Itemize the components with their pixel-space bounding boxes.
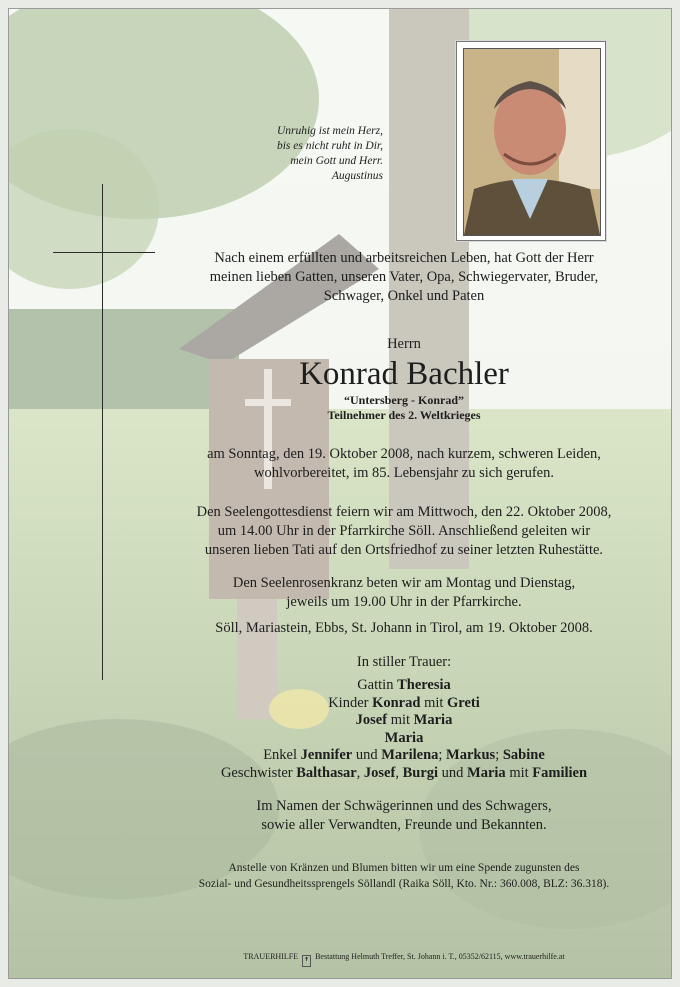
portrait-photo (463, 48, 601, 236)
funeral-mass-line: um 14.00 Uhr in der Pfarrkirche Söll. Anschließend geleiten wir (217, 523, 591, 539)
veteran-note: Teilnehmer des 2. Weltkrieges (327, 408, 481, 422)
quote-line: mein Gott und Herr. (290, 155, 383, 167)
relatives-line: Im Namen der Schwägerinnen und des Schwagers, (256, 798, 552, 814)
mourners-list (149, 677, 659, 782)
bible-quote (229, 124, 383, 184)
portrait-frame (456, 41, 606, 241)
partner-name: Maria (413, 712, 453, 728)
obituary-card (8, 8, 672, 979)
wife-name: Theresia (397, 677, 451, 693)
intro-line: meinen lieben Gatten, unseren Vater, Opa, Schwiegervater, Bruder, (209, 269, 599, 285)
grandchild-name: Markus (446, 747, 496, 763)
mourner-row-child (149, 730, 659, 748)
funeral-mass-notice (149, 503, 659, 560)
funeral-mass-line: unseren lieben Tati auf den Ortsfriedhof zu seiner letzten Ruhestätte. (204, 542, 604, 558)
siblings-label: Geschwister (220, 764, 293, 781)
connector: und (441, 764, 464, 781)
nickname: “Untersberg - Konrad” (344, 393, 464, 407)
rosary-line: jeweils um 19.00 Uhr in der Pfarrkirche. (286, 594, 522, 610)
intro-text (149, 249, 659, 306)
portrait-image (464, 49, 600, 235)
mourner-row-children (149, 695, 659, 713)
mourner-row-grandchildren (149, 747, 659, 765)
child-name: Konrad (372, 694, 421, 711)
child-name: Josef (355, 712, 388, 728)
child-name: Maria (384, 729, 424, 746)
separator: ; (495, 747, 500, 763)
sibling-name: Burgi (402, 764, 439, 781)
donation-line: Anstelle von Kränzen und Blumen bitten wir um eine Spende zugunsten des (228, 862, 580, 874)
quote-line: Unruhig ist mein Herz, (276, 125, 383, 137)
grandchild-name: Jennifer (300, 747, 353, 763)
mourner-row-siblings (149, 765, 659, 783)
donation-note (149, 860, 659, 892)
salutation: Herrn (387, 336, 421, 352)
connector: mit (509, 764, 529, 781)
grandchild-name: Sabine (502, 747, 545, 763)
deceased-details (149, 393, 659, 423)
footer (149, 951, 659, 967)
footer-brand: TRAUERHILFE (243, 952, 299, 961)
quote-author: Augustinus (331, 170, 383, 182)
donation-line: Sozial- und Gesundheitssprengels Söllandl (Raika Söll, Kto. Nr.: 360.008, BLZ: 36.318). (198, 878, 610, 890)
separator: , (395, 764, 399, 781)
deceased-name: Konrad Bachler (299, 356, 509, 392)
intro-line: Nach einem erfüllten und arbeitsreichen Leben, hat Gott der Herr (214, 250, 594, 266)
sibling-name: Balthasar (296, 764, 357, 781)
separator: ; (438, 747, 443, 763)
quote-line: bis es nicht ruht in Dir, (276, 140, 383, 152)
cross-vertical-bar (102, 184, 103, 680)
families: Familien (532, 764, 588, 781)
partner-name: Greti (447, 694, 480, 711)
footer-text: Bestattung Helmuth Treffer, St. Johann i. T., 05352/62115, www.trauerhilfe.at (315, 952, 565, 961)
mourner-row-child (149, 712, 659, 730)
connector: mit (390, 712, 411, 728)
mourner-row-wife (149, 677, 659, 695)
connector: und (355, 747, 378, 763)
mourning-heading: In stiller Trauer: (356, 654, 452, 670)
cross-logo-icon: ✝ (302, 955, 311, 967)
funeral-mass-line: Den Seelengottesdienst feiern wir am Mittwoch, den 22. Oktober 2008, (196, 504, 612, 520)
children-label: Kinder (328, 694, 369, 711)
intro-line: Schwager, Onkel und Paten (323, 288, 485, 304)
rosary-notice (149, 574, 659, 612)
cross-horizontal-bar (53, 252, 155, 253)
death-notice-line: wohlvorbereitet, im 85. Lebensjahr zu sich gerufen. (254, 465, 554, 481)
sibling-name: Josef (363, 764, 396, 781)
connector: mit (424, 694, 444, 711)
grandchildren-label: Enkel (263, 747, 298, 763)
relatives-line: sowie aller Verwandten, Freunde und Bekannten. (261, 817, 547, 833)
death-notice (149, 445, 659, 483)
relatives-note (149, 797, 659, 835)
wife-label: Gattin (357, 677, 394, 693)
rosary-line: Den Seelenrosenkranz beten wir am Montag und Dienstag, (232, 575, 576, 591)
sibling-name: Maria (467, 764, 506, 781)
grandchild-name: Marilena (381, 747, 439, 763)
place-date: Söll, Mariastein, Ebbs, St. Johann in Tirol, am 19. Oktober 2008. (215, 620, 593, 636)
separator: , (356, 764, 361, 781)
death-notice-line: am Sonntag, den 19. Oktober 2008, nach kurzem, schweren Leiden, (207, 446, 601, 462)
